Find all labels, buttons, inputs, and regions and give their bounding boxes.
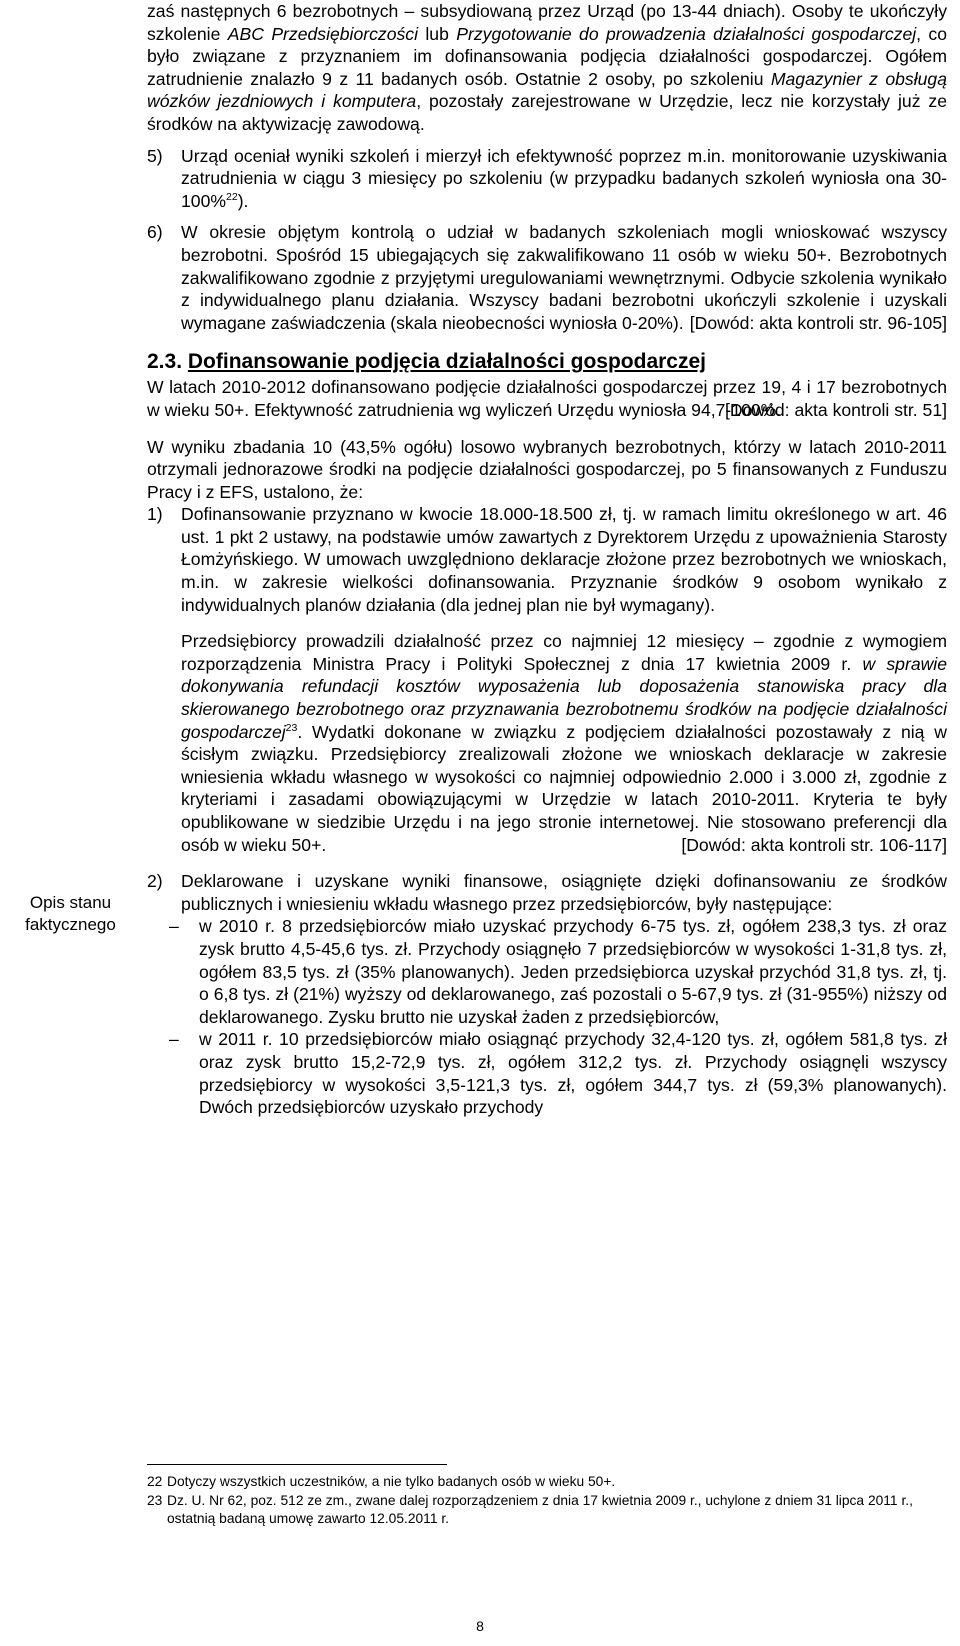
list-number: 5) <box>147 145 163 166</box>
list-item-5 <box>147 145 947 213</box>
section-title: Dofinansowanie podjęcia działalności gospodarczej <box>187 350 706 374</box>
page-number: 8 <box>476 1618 484 1634</box>
footnote-separator <box>147 1464 447 1465</box>
findings-intro: W wyniku zbadania 10 (43,5% ogółu) losowo wybranych bezrobotnych, którzy w latach 2010-2011 otrzymali jednorazowe środki na podjęcie działalności gospodarczej, po 5 finansowanych z Funduszu Pracy i z EFS, ustalono, że: <box>147 436 947 502</box>
footnote-23 <box>147 1492 947 1529</box>
dash-mark: – <box>169 916 179 937</box>
section-heading <box>147 348 947 376</box>
margin-label-line1: Opis stanu <box>29 893 112 912</box>
list-number: 2) <box>147 871 163 892</box>
footnote-text: Dotyczy wszystkich uczestników, a nie tylko badanych osób w wieku 50+. <box>167 1474 616 1489</box>
footnote-text: Dz. U. Nr 62, poz. 512 ze zm., zwane dalej rozporządzeniem z dnia 17 kwietnia 2009 r., uchylone z dniem 31 lipca 2011 r., ostatnią badaną umowę zawarto 12.05.2011 r. <box>167 1492 913 1526</box>
dash-item-2011 <box>169 1028 947 1118</box>
dash-item-2010 <box>169 915 947 1028</box>
list-number: 1) <box>147 504 163 525</box>
list-text: W okresie objętym kontrolą o udział w badanych szkoleniach mogli wnioskować wszyscy bezrobotni. Spośród 15 ubiegających się zakwalifikowano 11 osób w wieku 50+. Bezrobotnych zakwalifikowano zgodnie z przyjętymi uregulowaniami wewnętrznymi. Odbycie szkolenia wynikało z indywidualnego planu działania. Wszyscy badani bezrobotni ukończyli szkolenie i uzyskali wymagane zaświadczenia (skala nieobecności wyniosła 0-20%). <box>181 222 947 333</box>
footnote-number: 23 <box>147 1492 163 1508</box>
footnote-22 <box>147 1473 947 1492</box>
dash-text: w 2011 r. 10 przedsiębiorców miało osiągnąć przychody 32,4-120 tys. zł, ogółem 581,8 tys. zł oraz zysk brutto 15,2-72,9 tys. zł, ogółem 312,2 tys. zł. Przychody osiągnęli wszyscy przedsiębiorcy w wysokości 3,5-121,3 tys. zł, ogółem 344,7 tys. zł (59,3% planowanych). Dwóch przedsiębiorców uzyskało przychody <box>199 1029 947 1118</box>
footnotes <box>147 1473 947 1529</box>
evidence-ref: [Dowód: akta kontroli str. 96-105] <box>689 312 947 333</box>
section-paragraph: W latach 2010-2012 dofinansowano podjęcie działalności gospodarczej przez 19, 4 i 17 bezrobotnych w wieku 50+. Efektywność zatrudnienia wg wyliczeń Urzędu wyniosła 94,7-100%. <box>147 377 947 420</box>
dash-text: w 2010 r. 8 przedsiębiorców miało uzyskać przychody 6-75 tys. zł, ogółem 238,3 tys. zł oraz zysk brutto 4,5-45,6 tys. zł. Przychody osiągnęło 7 przedsiębiorców w wysokości 1-31,8 tys. zł, ogółem 83,5 tys. zł (35% planowanych). Jeden przedsiębiorca uzyskał przychód 31,8 tys. zł, tj. o 6,8 tys. zł (21%) wyższy od deklarowanego, zaś pozostali o 5-67,9 tys. zł (31-955%) niższy od deklarowanego. Zysku brutto nie uzyskał żaden z przedsiębiorców, <box>199 916 947 1027</box>
list-text: Dofinansowanie przyznano w kwocie 18.000-18.500 zł, tj. w ramach limitu określonego w art. 46 ust. 1 pkt 2 ustawy, na podstawie umów zawartych z Dyrektorem Urzędu z upoważnienia Starosty Łomżyńskiego. W umowach uwzględniono deklaracje złożone przez bezrobotnych we wnioskach, m.in. w zakresie wielkości dofinansowania. Przyznanie środków 9 osobom wynikało z indywidualnych planów działania (dla jednej plan nie był wymagany). <box>181 504 947 615</box>
list-text: Urząd oceniał wyniki szkoleń i mierzył ich efektywność poprzez m.in. monitorowanie uzyskiwania zatrudnienia w ciągu 3 miesięcy po szkoleniu (w przypadku badanych szkoleń wyniosła ona 30-100%$^{22}$). <box>181 145 947 211</box>
list-text: Deklarowane i uzyskane wyniki finansowe, osiągnięte dzięki dofinansowaniu ze środków publicznych i wniesieniu wkładu własnego przez przedsiębiorców, były następujące: <box>181 871 947 914</box>
list-item-2 <box>147 870 947 915</box>
footnote-number: 22 <box>147 1474 163 1489</box>
evidence-ref: [Dowód: akta kontroli str. 106-117] <box>681 834 947 855</box>
margin-label <box>8 892 133 936</box>
footnote-ref-22: 22 <box>226 190 238 203</box>
main-content <box>147 0 947 1119</box>
evidence-ref: [Dowód: akta kontroli str. 51] <box>725 399 947 420</box>
list-number: 6) <box>147 222 163 243</box>
intro-paragraph: zaś następnych 6 bezrobotnych – subsydiowaną przez Urząd (po 13-44 dniach). Osoby te ukończyły szkolenie ABC Przedsiębiorczości lub Przygotowanie do prowadzenia działalności gospodarczej, co było związane z przyznaniem im dofinansowania podjęcia działalności gospodarczej. Ogółem zatrudnienie znalazło 9 z 11 badanych osób. Ostatnie 2 osoby, po szkoleniu Magazynier z obsługą wózków jezdniowych i komputera, pozostały zarejestrowane w Urzędzie, lecz nie korzystały już ze środków na aktywizację zawodową. <box>147 1 948 134</box>
footnote-ref-23: 23 <box>285 721 298 734</box>
section-number: 2.3. <box>147 350 183 374</box>
margin-label-line2: faktycznego <box>25 915 116 934</box>
list-item-1 <box>147 503 947 616</box>
subparagraph: Przedsiębiorcy prowadzili działalność przez co najmniej 12 miesięcy – zgodnie z wymogiem rozporządzenia Ministra Pracy i Polityki Społecznej z dnia 17 kwietnia 2009 r. w sprawie dokonywania refundacji kosztów wyposażenia lub doposażenia stanowiska pracy dla skierowanego bezrobotnego oraz przyznawania bezrobotnemu środków na podjęcie działalności gospodarczej$^{23}$. Wydatki dokonane w związku z podjęciem działalności pozostawały z nią w ścisłym związku. Przedsiębiorcy zrealizowali złożone we wnioskach deklaracje w zakresie wniesienia wkładu własnego w wysokości co najmniej odpowiednio 2.000 i 3.000 zł, zgodnie z kryteriami i zasadami obowiązującymi w Urzędzie w latach 2010-2011. Kryteria te były opublikowane w siedzibie Urzędu i na jego stronie internetowej. Nie stosowano preferencji dla osób w wieku 50+. <box>181 631 947 855</box>
dash-mark: – <box>169 1029 179 1050</box>
